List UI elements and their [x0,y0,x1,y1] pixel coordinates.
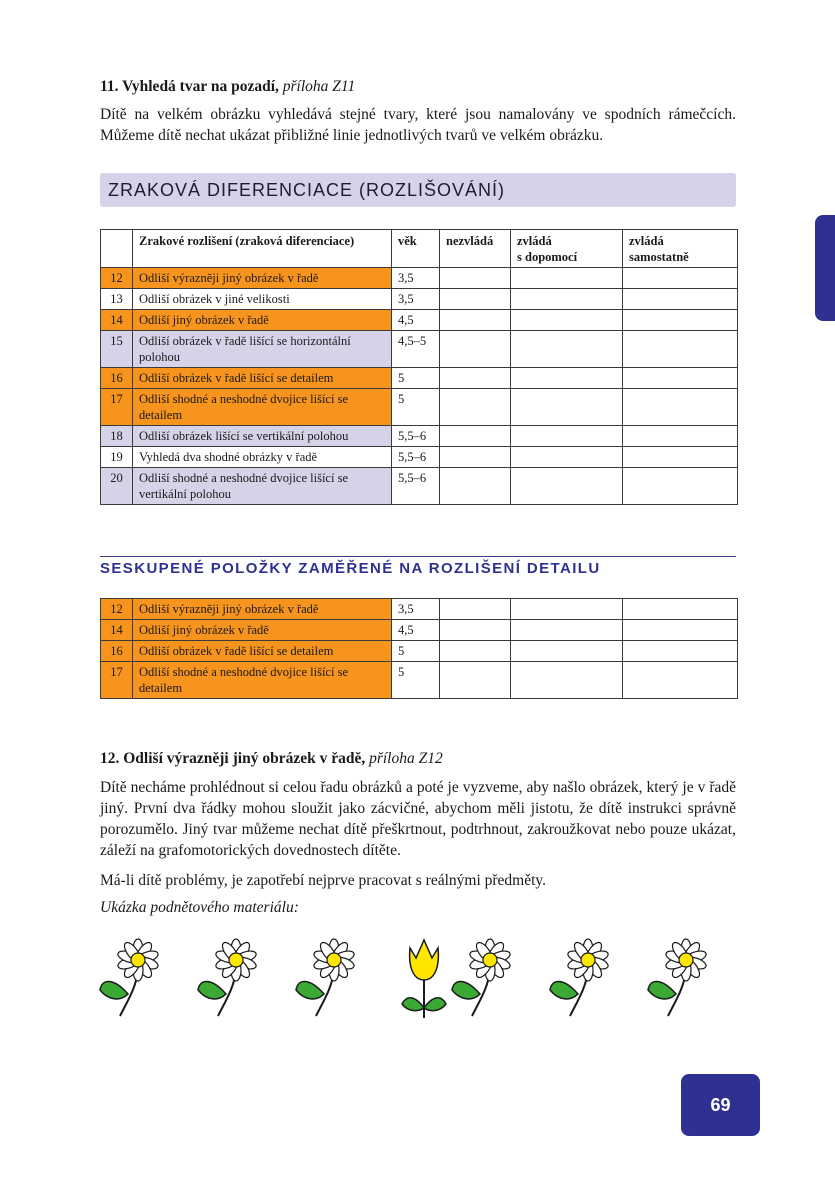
section-12-attachment: příloha Z12 [369,750,443,767]
cell-nezvlada[interactable] [440,268,511,289]
row-age: 5 [392,389,440,426]
row-age: 5,5–6 [392,468,440,505]
daisy-icon [100,939,160,1016]
header-zvlada-s-dopomoci [511,230,623,268]
table-row [101,447,738,468]
cell-nezvlada[interactable] [440,620,511,641]
table-row [101,468,738,505]
cell-zvlada-samostatne[interactable] [623,620,738,641]
header-age: věk [392,230,440,268]
cell-nezvlada[interactable] [440,599,511,620]
section-12-title: 12. Odliší výrazněji jiný obrázek v řadě [100,750,362,767]
row-number: 12 [101,599,133,620]
table-row [101,331,738,368]
header-zvlada-samostatne [623,230,738,268]
cell-zvlada-s-dopomoci[interactable] [511,389,623,426]
header-number [101,230,133,268]
cell-zvlada-samostatne[interactable] [623,310,738,331]
cell-zvlada-s-dopomoci[interactable] [511,447,623,468]
section-12-text-2: Má-li dítě problémy, je zapotřebí nejprve pracovat s reálnými předměty. [100,872,547,889]
cell-nezvlada[interactable] [440,331,511,368]
cell-zvlada-s-dopomoci[interactable] [511,599,623,620]
cell-nezvlada[interactable] [440,447,511,468]
header-line: s dopomocí [517,250,578,264]
table-row [101,368,738,389]
row-skill: Odliší výrazněji jiný obrázek v řadě [133,268,392,289]
table-row [101,662,738,699]
row-number: 20 [101,468,133,505]
cell-nezvlada[interactable] [440,310,511,331]
row-age: 3,5 [392,599,440,620]
header-skill: Zrakové rozlišení (zraková diferenciace) [133,230,392,268]
cell-zvlada-s-dopomoci[interactable] [511,331,623,368]
row-age: 5 [392,368,440,389]
row-skill: Odliší obrázek v řadě lišící se detailem [133,368,392,389]
header-line: samostatně [629,250,689,264]
row-age: 4,5 [392,620,440,641]
row-number: 12 [101,268,133,289]
cell-zvlada-samostatne[interactable] [623,426,738,447]
cell-zvlada-s-dopomoci[interactable] [511,368,623,389]
row-skill: Vyhledá dva shodné obrázky v řadě [133,447,392,468]
table-row [101,620,738,641]
cell-zvlada-s-dopomoci[interactable] [511,310,623,331]
cell-zvlada-samostatne[interactable] [623,289,738,310]
page-number: 69 [681,1074,760,1136]
band-title: ZRAKOVÁ DIFERENCIACE (ROZLIŠOVÁNÍ) [108,180,506,200]
cell-nezvlada[interactable] [440,368,511,389]
section-11-title: 11. Vyhledá tvar na pozadí [100,78,275,95]
row-skill: Odliší výrazněji jiný obrázek v řadě [133,599,392,620]
cell-zvlada-samostatne[interactable] [623,389,738,426]
table-row [101,599,738,620]
row-number: 14 [101,620,133,641]
cell-nezvlada[interactable] [440,468,511,505]
cell-zvlada-s-dopomoci[interactable] [511,620,623,641]
cell-zvlada-samostatne[interactable] [623,662,738,699]
cell-zvlada-s-dopomoci[interactable] [511,662,623,699]
daisy-icon [648,939,708,1016]
grouped-section-title: SESKUPENÉ POLOŽKY ZAMĚŘENÉ NA ROZLIŠENÍ DETAILU [100,560,601,577]
row-age: 5,5–6 [392,426,440,447]
cell-nezvlada[interactable] [440,641,511,662]
cell-nezvlada[interactable] [440,426,511,447]
cell-zvlada-samostatne[interactable] [623,468,738,505]
section-11-heading: 11. Vyhledá tvar na pozadí, příloha Z11 [100,78,356,95]
chapter-tab [815,215,835,321]
row-number: 17 [101,389,133,426]
row-number: 14 [101,310,133,331]
section-12-heading: 12. Odliší výrazněji jiný obrázek v řadě, příloha Z12 [100,750,443,767]
cell-nezvlada[interactable] [440,389,511,426]
row-age: 5 [392,641,440,662]
row-age: 3,5 [392,268,440,289]
daisy-icon [296,939,356,1016]
table-row [101,389,738,426]
section-11-text: Dítě na velkém obrázku vyhledává stejné tvary, které jsou namalovány ve spodních rámečcích. Můžeme dítě nechat ukázat přibližné linie jednotlivých tvarů ve velkém obrázku. [100,106,736,144]
section-11-attachment: příloha Z11 [282,78,356,95]
cell-zvlada-s-dopomoci[interactable] [511,289,623,310]
cell-zvlada-s-dopomoci[interactable] [511,468,623,505]
row-age: 4,5 [392,310,440,331]
cell-zvlada-samostatne[interactable] [623,368,738,389]
cell-zvlada-s-dopomoci[interactable] [511,641,623,662]
cell-zvlada-samostatne[interactable] [623,331,738,368]
table-grouped-detail [100,598,738,699]
row-number: 19 [101,447,133,468]
row-skill: Odliší obrázek v řadě lišící se detailem [133,641,392,662]
row-age: 5 [392,662,440,699]
table-row [101,310,738,331]
cell-zvlada-samostatne[interactable] [623,447,738,468]
stimulus-flowers-row [98,938,738,1022]
row-number: 18 [101,426,133,447]
cell-zvlada-samostatne[interactable] [623,268,738,289]
row-number: 16 [101,641,133,662]
header-nezvlada: nezvládá [440,230,511,268]
tulip-icon [402,940,446,1018]
row-number: 16 [101,368,133,389]
row-age: 3,5 [392,289,440,310]
cell-nezvlada[interactable] [440,662,511,699]
row-age: 5,5–6 [392,447,440,468]
daisy-icon [550,939,610,1016]
row-skill: Odliší jiný obrázek v řadě [133,620,392,641]
row-skill: Odliší obrázek v řadě lišící se horizontální polohou [133,331,392,368]
table-row [101,426,738,447]
sample-material-label: Ukázka podnětového materiálu: [100,899,299,916]
table-header-row [101,230,738,268]
row-age: 4,5–5 [392,331,440,368]
table-row [101,641,738,662]
table-row [101,268,738,289]
row-skill: Odliší obrázek v jiné velikosti [133,289,392,310]
cell-zvlada-s-dopomoci[interactable] [511,426,623,447]
header-line: zvládá [517,234,552,248]
table-visual-differentiation [100,229,738,505]
row-skill: Odliší shodné a neshodné dvojice lišící se detailem [133,662,392,699]
cell-zvlada-samostatne[interactable] [623,641,738,662]
daisy-icon [198,939,258,1016]
row-skill: Odliší obrázek lišící se vertikální polohou [133,426,392,447]
row-number: 15 [101,331,133,368]
row-skill: Odliší shodné a neshodné dvojice lišící se detailem [133,389,392,426]
section-12-text: Dítě necháme prohlédnout si celou řadu obrázků a poté je vyzveme, aby našlo obrázek, který je v řadě jiný. První dva řádky mohou sloužit jako zácvičné, abychom měli jistotu, že dítě instrukci správně porozumělo. Jiný tvar můžeme nechat dítě přeškrtnout, podtrhnout, zakroužkovat nebo pouze ukázat, záleží na grafomotorických dovednostech dítěte. [100,779,736,859]
section-divider [100,556,736,557]
daisy-icon [452,939,512,1016]
header-line: zvládá [629,234,664,248]
row-skill: Odliší shodné a neshodné dvojice lišící se vertikální polohou [133,468,392,505]
cell-zvlada-samostatne[interactable] [623,599,738,620]
row-skill: Odliší jiný obrázek v řadě [133,310,392,331]
section-band-zrakova-diferenciace [100,173,736,207]
table-row [101,289,738,310]
cell-nezvlada[interactable] [440,289,511,310]
cell-zvlada-s-dopomoci[interactable] [511,268,623,289]
row-number: 13 [101,289,133,310]
row-number: 17 [101,662,133,699]
